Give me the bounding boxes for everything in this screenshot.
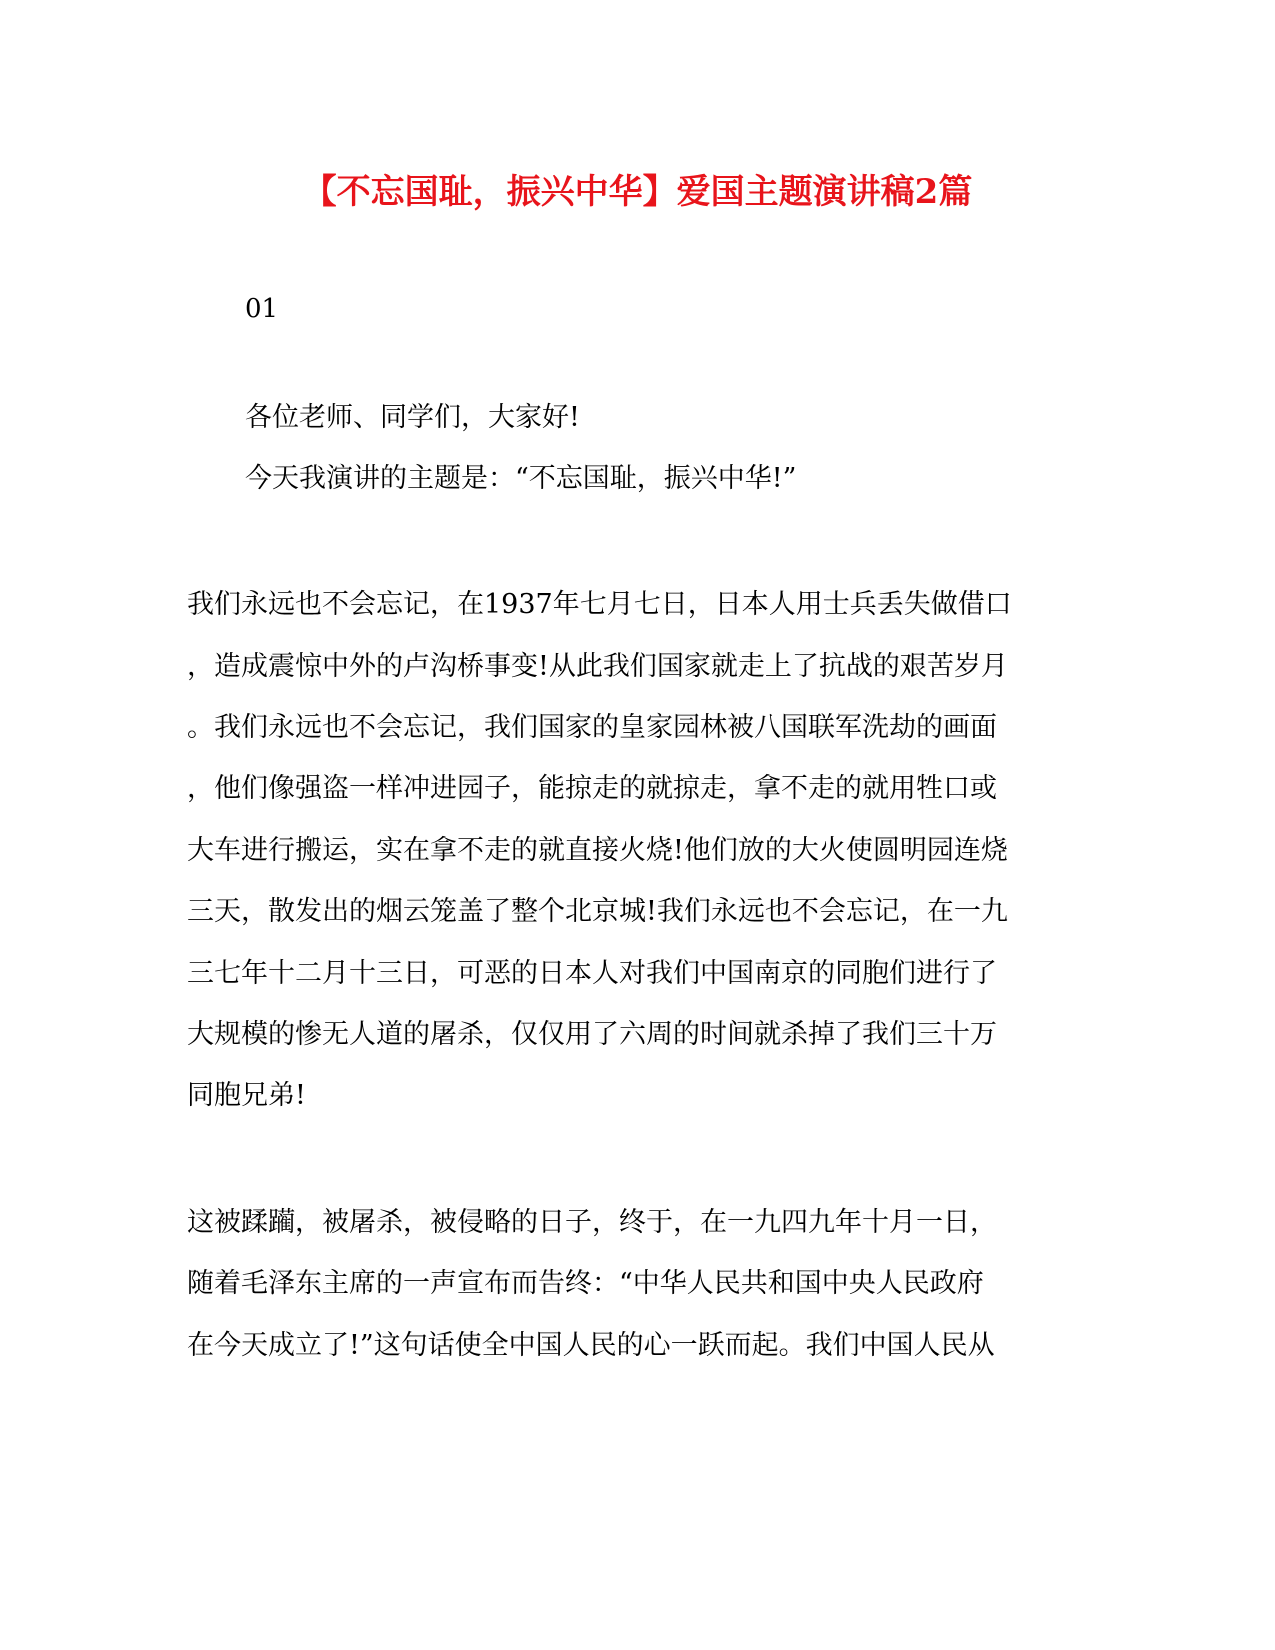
paragraph2-line: 在今天成立了!”这句话使全中国人民的心一跃而起。我们中国人民从 — [187, 1330, 995, 1361]
section-number: 01 — [245, 294, 279, 324]
paragraph2-line: 这被蹂躏，被屠杀，被侵略的日子，终于，在一九四九年十月一日， — [187, 1207, 997, 1238]
paragraph1-line: 我们永远也不会忘记，在1937年七月七日，日本人用士兵丢失做借口 — [187, 589, 1012, 620]
topic-line: 今天我演讲的主题是：“不忘国耻，振兴中华!” — [245, 463, 797, 494]
document-title: 【不忘国耻，振兴中华】爱国主题演讲稿2篇 — [302, 172, 973, 212]
paragraph2-line: 随着毛泽东主席的一声宣布而告终：“中华人民共和国中央人民政府 — [187, 1268, 984, 1299]
paragraph1-line: ，造成震惊中外的卢沟桥事变!从此我们国家就走上了抗战的艰苦岁月 — [187, 651, 1008, 682]
paragraph1-line: 大车进行搬运，实在拿不走的就直接火烧!他们放的大火使圆明园连烧 — [187, 835, 1008, 866]
paragraph1-line: ，他们像强盗一样冲进园子，能掠走的就掠走，拿不走的就用牲口或 — [187, 773, 997, 804]
paragraph1-line: 。我们永远也不会忘记，我们国家的皇家园林被八国联军洗劫的画面 — [187, 712, 997, 743]
paragraph1-line: 三天，散发出的烟云笼盖了整个北京城!我们永远也不会忘记，在一九 — [187, 896, 1008, 927]
greeting-line: 各位老师、同学们，大家好! — [245, 402, 580, 433]
paragraph1-line: 同胞兄弟! — [187, 1080, 306, 1111]
paragraph1-line: 大规模的惨无人道的屠杀，仅仅用了六周的时间就杀掉了我们三十万 — [187, 1019, 997, 1050]
paragraph1-line: 三七年十二月十三日，可恶的日本人对我们中国南京的同胞们进行了 — [187, 958, 997, 989]
